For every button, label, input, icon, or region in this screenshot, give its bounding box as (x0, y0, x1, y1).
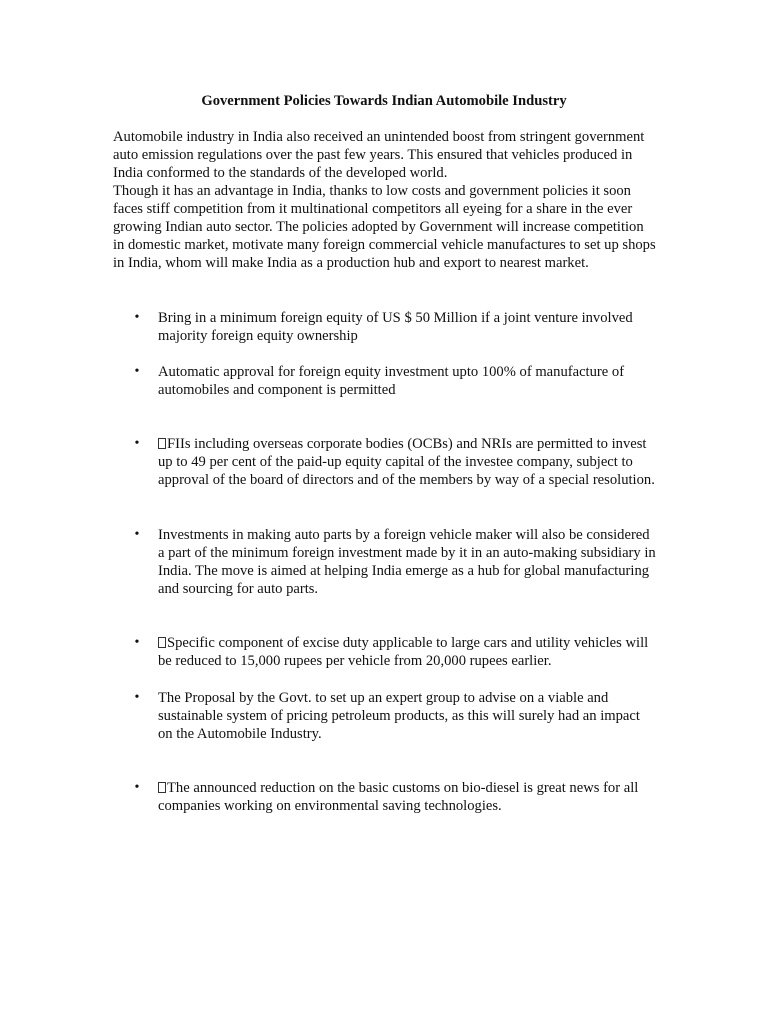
list-item-text: FIIs including overseas corporate bodies (OCBs) and NRIs are permitted to invest up to 49 per cent of the paid-up equity capital of the investee company, subject to approval of the board of directors and of the members by way of a special resolution. (158, 436, 655, 488)
list-item-text-wrapper (158, 634, 658, 670)
bullet-icon: • (134, 780, 140, 795)
list-item-text: Investments in making auto parts by a foreign vehicle maker will also be considered a part of the minimum foreign investment made by it in an auto-making subsidiary in India. The move is aimed at helping India emerge as a hub for global manufacturing and sourcing for auto parts. (158, 527, 656, 597)
list-item-text-wrapper (158, 435, 658, 489)
intro-paragraph-2: Though it has an advantage in India, thanks to low costs and government policies it soon faces stiff competition from it multinational competitors all eyeing for a share in the ever growing Indian auto sector. The policies adopted by Government will increase competition in domestic market, motivate many foreign commercial vehicle manufactures to set up shops in India, whom will make India as a production hub and export to nearest market. (113, 183, 656, 271)
intro-section (113, 128, 658, 272)
intro-paragraph-1: Automobile industry in India also received an unintended boost from stringent government auto emission regulations over the past few years. This ensured that vehicles produced in India conformed to the standards of the developed world. (113, 129, 645, 181)
list-item-text-wrapper (158, 779, 658, 815)
missing-glyph-icon (158, 438, 166, 449)
list-item-text: The announced reduction on the basic customs on bio-diesel is great news for all companies working on environmental saving technologies. (158, 780, 639, 814)
missing-glyph-icon (158, 637, 166, 648)
bullet-icon: • (134, 436, 140, 451)
missing-glyph-icon (158, 782, 166, 793)
bullet-icon: • (134, 364, 140, 379)
list-item-text: Specific component of excise duty applicable to large cars and utility vehicles will be reduced to 15,000 rupees per vehicle from 20,000 rupees earlier. (158, 635, 649, 669)
bullet-icon: • (134, 690, 140, 705)
list-item-text: Bring in a minimum foreign equity of US $ 50 Million if a joint venture involved majority foreign equity ownership (158, 310, 633, 344)
bullet-icon: • (134, 310, 140, 325)
list-item-text: Automatic approval for foreign equity investment upto 100% of manufacture of automobiles and component is permitted (158, 364, 625, 398)
page-title: Government Policies Towards Indian Automobile Industry (201, 93, 567, 109)
bullet-icon: • (134, 527, 140, 542)
bullet-icon: • (134, 635, 140, 650)
list-item-text: The Proposal by the Govt. to set up an expert group to advise on a viable and sustainable system of pricing petroleum products, as this will surely had an impact on the Automobile Industry. (158, 690, 640, 742)
